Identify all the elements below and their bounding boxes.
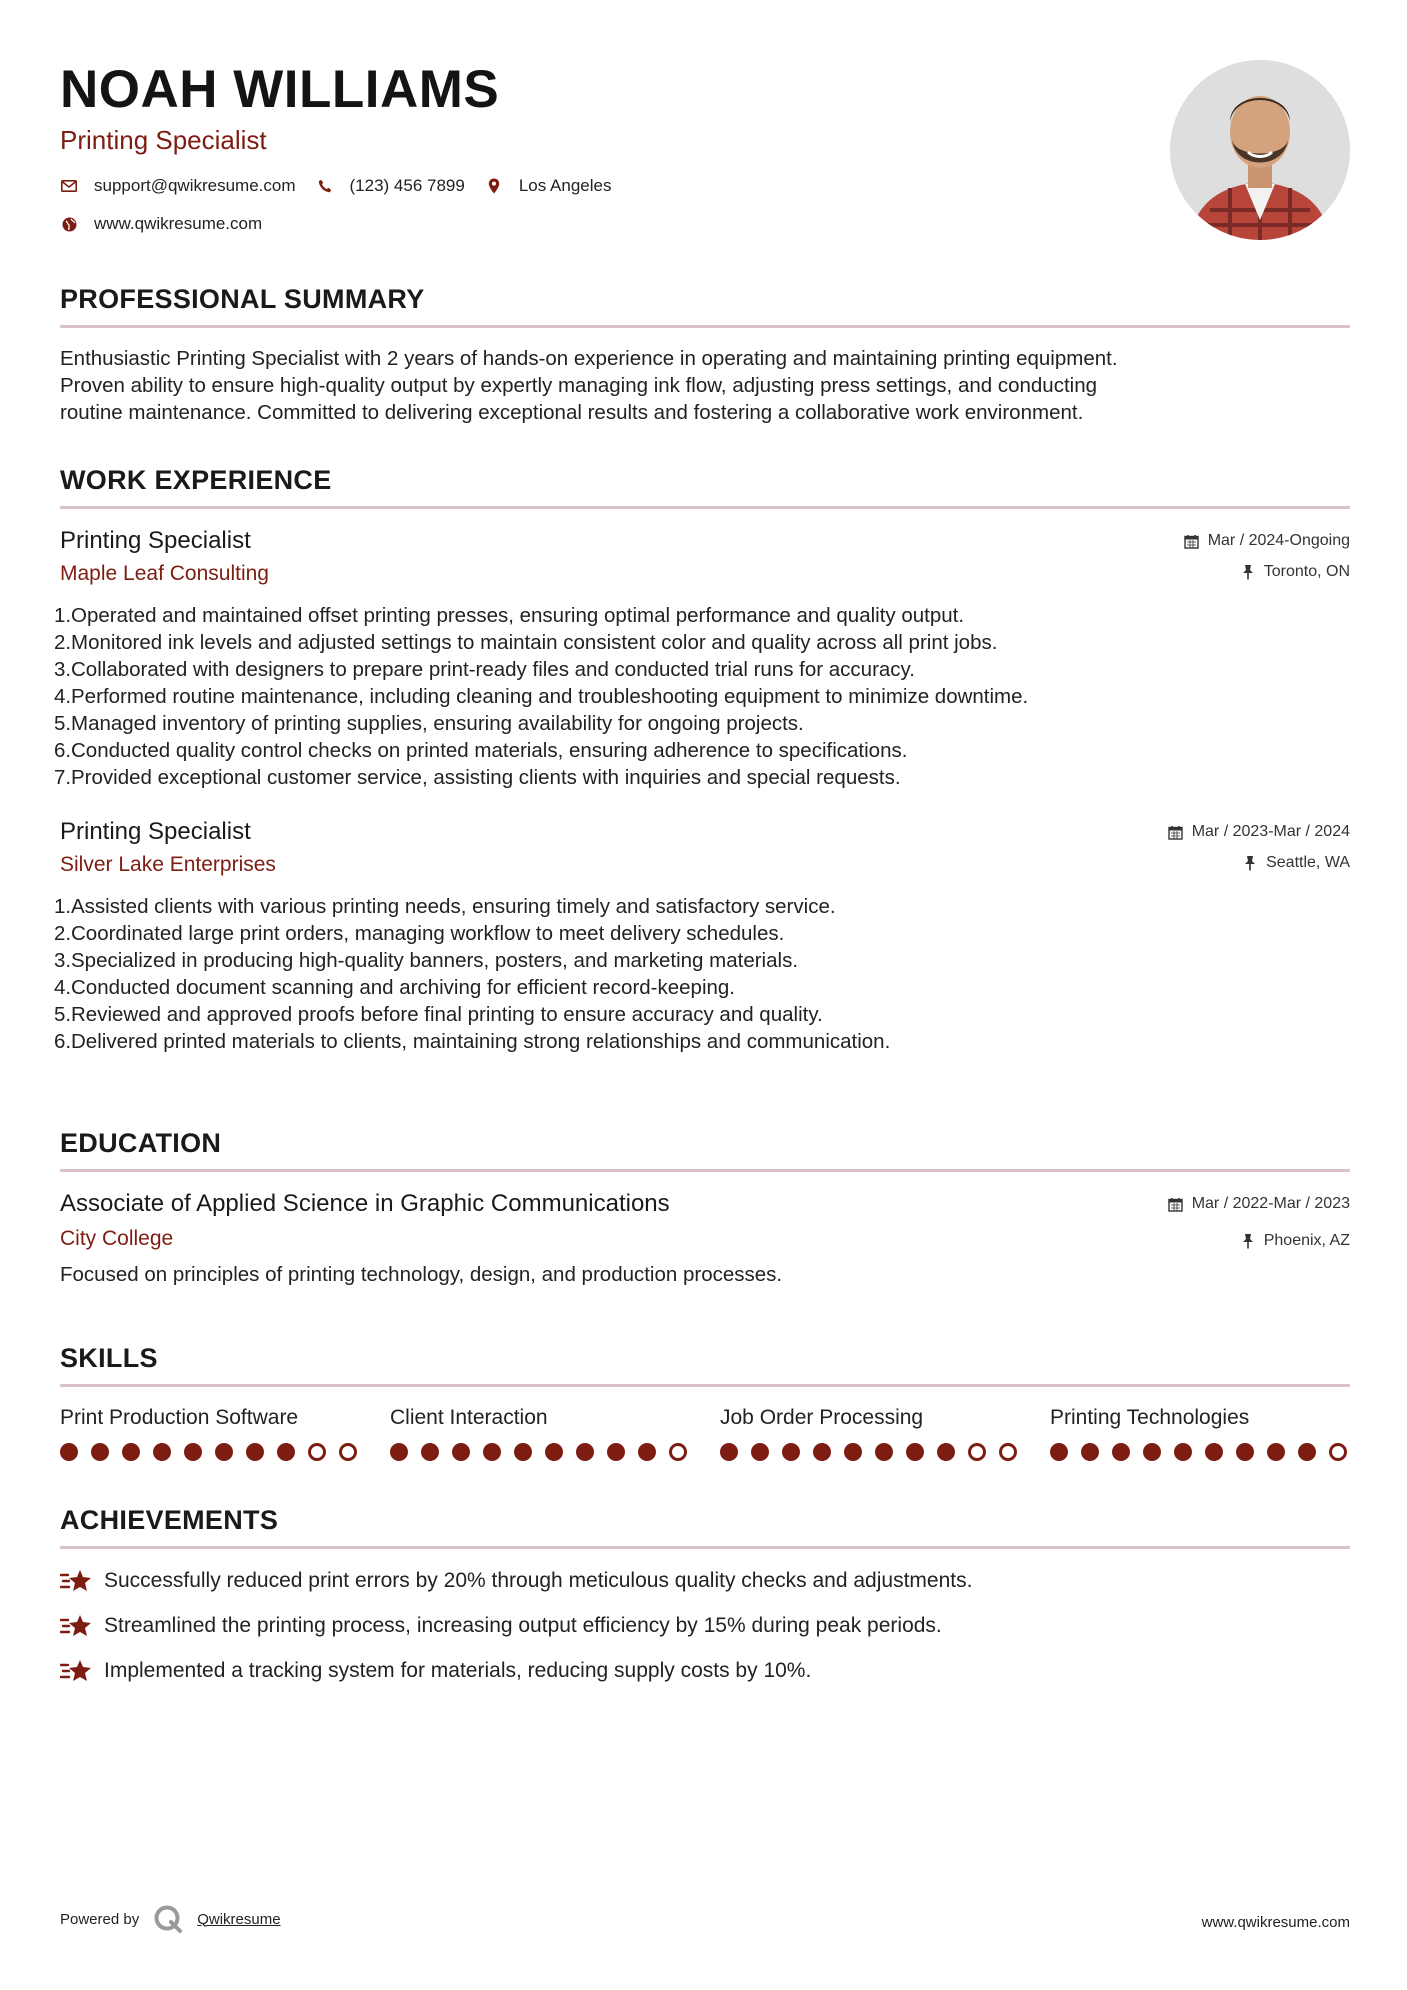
rating-dot-filled	[277, 1443, 295, 1461]
rating-dot-filled	[906, 1443, 924, 1461]
email-text: support@qwikresume.com	[94, 176, 296, 195]
section-divider	[60, 1546, 1350, 1549]
skill-item	[720, 1405, 1020, 1461]
rating-dot-filled	[1236, 1443, 1254, 1461]
pushpin-icon	[1240, 1233, 1256, 1249]
rating-dot-empty	[999, 1443, 1017, 1461]
section-divider	[60, 1384, 1350, 1387]
rating-dot-filled	[813, 1443, 831, 1461]
rating-dot-filled	[751, 1443, 769, 1461]
job-entry	[54, 526, 1350, 791]
rating-dot-filled	[1267, 1443, 1285, 1461]
rating-dot-filled	[1050, 1443, 1068, 1461]
skill-rating	[720, 1443, 1020, 1461]
skill-name: Client Interaction	[390, 1406, 548, 1429]
contact-row-2	[60, 214, 1350, 234]
job-location-text: Toronto, ON	[1263, 563, 1350, 580]
achievement-item	[60, 1655, 1350, 1687]
job-dates-text: Mar / 2024-Ongoing	[1207, 532, 1350, 549]
map-pin-icon	[485, 177, 503, 195]
skill-item	[60, 1405, 360, 1461]
candidate-role: Printing Specialist	[60, 125, 267, 155]
rating-dot-filled	[875, 1443, 893, 1461]
contact-email[interactable]	[60, 176, 296, 196]
envelope-icon	[60, 177, 78, 195]
job-title: Printing Specialist	[60, 527, 251, 554]
job-company: Maple Leaf Consulting	[60, 562, 269, 585]
rating-dot-filled	[545, 1443, 563, 1461]
rating-dot-filled	[844, 1443, 862, 1461]
rating-dot-filled	[184, 1443, 202, 1461]
achievement-item	[60, 1565, 1350, 1597]
rating-dot-filled	[421, 1443, 439, 1461]
job-dates	[1168, 821, 1350, 843]
rating-dot-filled	[1112, 1443, 1130, 1461]
rating-dot-filled	[390, 1443, 408, 1461]
qwikresume-link[interactable]: Qwikresume	[197, 1910, 281, 1928]
education-meta	[1168, 1193, 1350, 1252]
summary-section	[60, 282, 1350, 426]
job-bullets	[54, 602, 1350, 791]
rating-dot-empty	[308, 1443, 326, 1461]
skill-item	[390, 1405, 690, 1461]
rating-dot-filled	[638, 1443, 656, 1461]
summary-line: routine maintenance. Committed to delivering exceptional results and fostering a collaborative work environment.	[60, 401, 1084, 424]
shooting-star-icon	[60, 1656, 94, 1686]
contact-row	[60, 176, 1350, 196]
summary-title: PROFESSIONAL SUMMARY	[60, 284, 425, 314]
rating-dot-empty	[968, 1443, 986, 1461]
achievement-text: Successfully reduced print errors by 20% through meticulous quality checks and adjustments.	[104, 1569, 973, 1592]
experience-title: WORK EXPERIENCE	[60, 465, 332, 495]
rating-dot-filled	[215, 1443, 233, 1461]
education-dates-text: Mar / 2022-Mar / 2023	[1191, 1195, 1350, 1212]
achievements-list	[60, 1565, 1350, 1687]
rating-dot-empty	[669, 1443, 687, 1461]
achievements-title: ACHIEVEMENTS	[60, 1505, 279, 1535]
list-item: 2. Monitored ink levels and adjusted settings to maintain consistent color and quality across all print jobs.	[54, 631, 998, 654]
section-divider	[60, 1169, 1350, 1172]
skill-name: Job Order Processing	[720, 1406, 924, 1429]
rating-dot-filled	[1298, 1443, 1316, 1461]
list-item: 7. Provided exceptional customer service, assisting clients with inquiries and special requests.	[54, 766, 901, 789]
list-item: 3. Collaborated with designers to prepare print-ready files and conducted trial runs for accuracy.	[54, 658, 915, 681]
rating-dot-filled	[1143, 1443, 1161, 1461]
skills-grid	[60, 1405, 1350, 1461]
list-item: 2. Coordinated large print orders, managing workflow to meet delivery schedules.	[54, 922, 785, 945]
list-item: 5. Reviewed and approved proofs before final printing to ensure accuracy and quality.	[54, 1003, 823, 1026]
globe-icon	[60, 215, 78, 233]
list-item: 4. Performed routine maintenance, including cleaning and troubleshooting equipment to minimize downtime.	[54, 685, 1029, 708]
rating-dot-filled	[607, 1443, 625, 1461]
job-dates	[1184, 530, 1350, 552]
list-item: 5. Managed inventory of printing supplies, ensuring availability for ongoing projects.	[54, 712, 804, 735]
rating-dot-filled	[782, 1443, 800, 1461]
skill-rating	[60, 1443, 360, 1461]
achievement-text: Streamlined the printing process, increasing output efficiency by 15% during peak periods.	[104, 1614, 942, 1637]
experience-section	[54, 463, 1350, 1055]
achievement-item	[60, 1610, 1350, 1642]
location-text: Los Angeles	[518, 176, 612, 195]
phone-icon	[316, 177, 334, 195]
qwikresume-logo-icon	[153, 1904, 183, 1934]
education-entry	[60, 1189, 1350, 1288]
education-location	[1168, 1230, 1350, 1252]
education-section	[60, 1126, 1350, 1288]
job-bullets	[54, 893, 1350, 1055]
skill-item	[1050, 1405, 1350, 1461]
contact-location	[485, 176, 612, 196]
rating-dot-filled	[1174, 1443, 1192, 1461]
powered-by	[60, 1904, 281, 1934]
job-entry	[54, 817, 1350, 1055]
skill-name: Printing Technologies	[1050, 1406, 1250, 1429]
education-dates	[1168, 1193, 1350, 1215]
skill-rating	[390, 1443, 690, 1461]
avatar	[1170, 60, 1350, 240]
degree-title: Associate of Applied Science in Graphic Communications	[60, 1190, 670, 1217]
rating-dot-filled	[246, 1443, 264, 1461]
powered-by-label: Powered by	[60, 1910, 140, 1928]
education-title: EDUCATION	[60, 1128, 222, 1158]
job-dates-text: Mar / 2023-Mar / 2024	[1191, 823, 1350, 840]
shooting-star-icon	[60, 1566, 94, 1596]
section-divider	[60, 506, 1350, 509]
list-item: 6. Delivered printed materials to clients, maintaining strong relationships and communication.	[54, 1030, 891, 1053]
job-title: Printing Specialist	[60, 818, 251, 845]
rating-dot-filled	[1081, 1443, 1099, 1461]
rating-dot-filled	[1205, 1443, 1223, 1461]
list-item: 6. Conducted quality control checks on printed materials, ensuring adherence to specifications.	[54, 739, 908, 762]
calendar-icon	[1168, 824, 1184, 840]
job-location	[1168, 852, 1350, 874]
achievement-text: Implemented a tracking system for materials, reducing supply costs by 10%.	[104, 1659, 812, 1682]
rating-dot-filled	[122, 1443, 140, 1461]
list-item: 1. Assisted clients with various printing needs, ensuring timely and satisfactory service.	[54, 895, 836, 918]
contact-website[interactable]	[60, 214, 262, 234]
summary-line: Proven ability to ensure high-quality output by expertly managing ink flow, adjusting press settings, and conducting	[60, 374, 1098, 397]
rating-dot-filled	[452, 1443, 470, 1461]
section-divider	[60, 325, 1350, 328]
education-description: Focused on principles of printing technology, design, and production processes.	[60, 1263, 783, 1286]
page-footer	[60, 1896, 1350, 1936]
rating-dot-filled	[514, 1443, 532, 1461]
job-meta	[1184, 530, 1350, 583]
job-location-text: Seattle, WA	[1266, 854, 1350, 871]
school-name: City College	[60, 1227, 174, 1250]
pushpin-icon	[1242, 855, 1258, 871]
rating-dot-filled	[153, 1443, 171, 1461]
list-item: 1. Operated and maintained offset printing presses, ensuring optimal performance and quality output.	[54, 604, 965, 627]
job-location	[1184, 561, 1350, 583]
rating-dot-filled	[60, 1443, 78, 1461]
skill-name: Print Production Software	[60, 1406, 299, 1429]
skills-title: SKILLS	[60, 1343, 158, 1373]
list-item: 3. Specialized in producing high-quality banners, posters, and marketing materials.	[54, 949, 799, 972]
calendar-icon	[1184, 533, 1200, 549]
phone-text: (123) 456 7899	[349, 176, 465, 195]
rating-dot-filled	[937, 1443, 955, 1461]
rating-dot-filled	[91, 1443, 109, 1461]
candidate-name: NOAH WILLIAMS	[60, 60, 500, 119]
rating-dot-filled	[576, 1443, 594, 1461]
summary-line: Enthusiastic Printing Specialist with 2 years of hands-on experience in operating and maintaining printing equipment.	[60, 347, 1118, 370]
skills-section	[60, 1341, 1350, 1461]
shooting-star-icon	[60, 1611, 94, 1641]
pushpin-icon	[1240, 564, 1256, 580]
rating-dot-empty	[1329, 1443, 1347, 1461]
skill-rating	[1050, 1443, 1350, 1461]
calendar-icon	[1168, 1196, 1184, 1212]
education-location-text: Phoenix, AZ	[1263, 1232, 1350, 1249]
resume-header	[60, 58, 1350, 248]
website-text: www.qwikresume.com	[94, 214, 263, 233]
contact-phone[interactable]	[316, 176, 465, 196]
job-meta	[1168, 821, 1350, 874]
rating-dot-filled	[720, 1443, 738, 1461]
list-item: 4. Conducted document scanning and archiving for efficient record-keeping.	[54, 976, 735, 999]
footer-url[interactable]: www.qwikresume.com	[1201, 1914, 1350, 1931]
rating-dot-empty	[339, 1443, 357, 1461]
rating-dot-filled	[483, 1443, 501, 1461]
achievements-section	[60, 1503, 1350, 1687]
job-company: Silver Lake Enterprises	[60, 853, 276, 876]
summary-text	[60, 345, 1350, 426]
